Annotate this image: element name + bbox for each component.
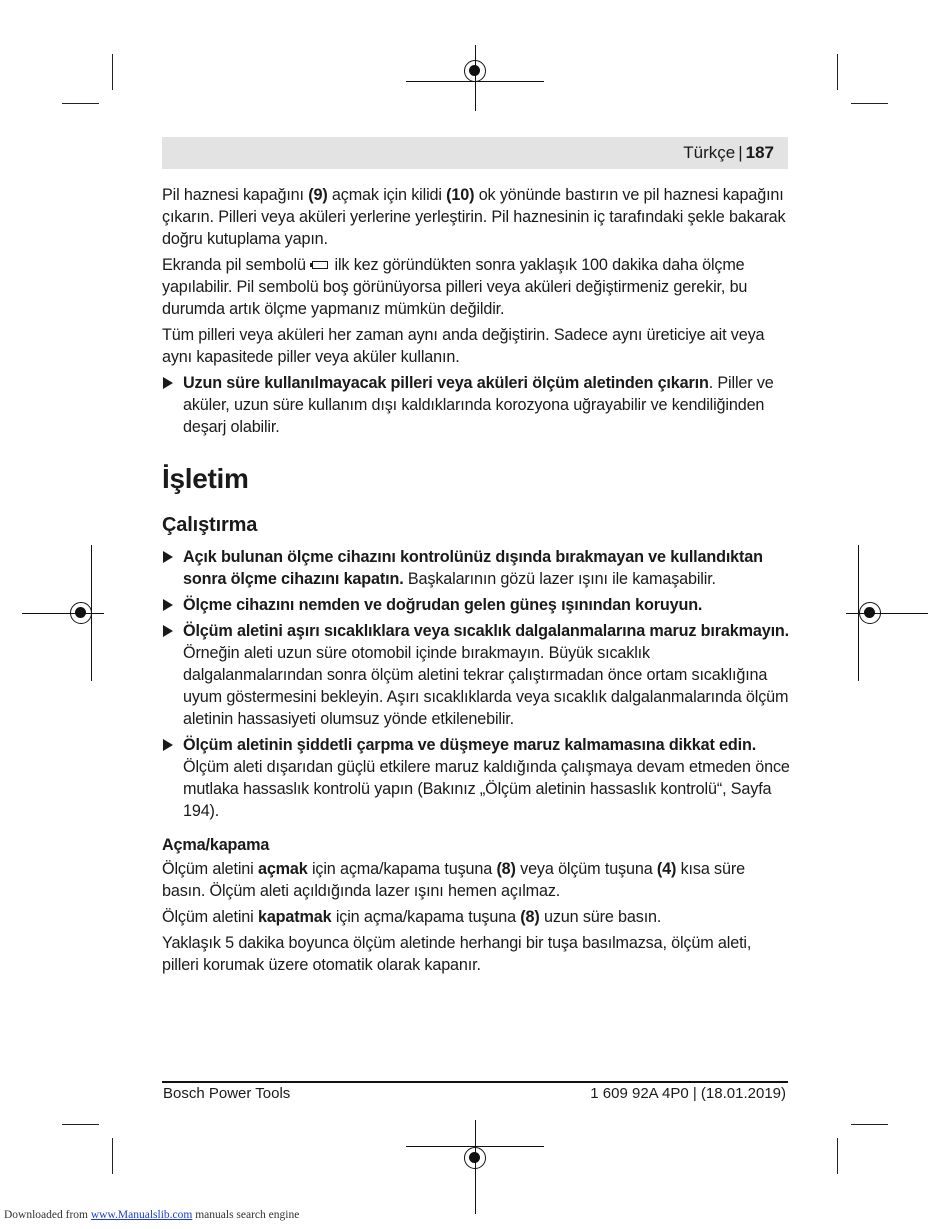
triangle-bullet-icon xyxy=(163,625,173,637)
warning-bullet xyxy=(162,372,792,438)
text: veya ölçüm tuşuna xyxy=(515,860,657,878)
subsection-title: Çalıştırma xyxy=(162,514,258,536)
text: ok yönünde bastırın ve pil haznesi kapağını çıkarın. Pilleri veya aküleri yerlerine yerleştirin. Pil haznesinin iç tarafındaki şekle bakarak doğru kutuplama yapın. xyxy=(162,186,786,248)
paragraph-battery-insert xyxy=(162,184,792,250)
warning-bold: Ölçüm aletini aşırı sıcaklıklara veya sıcaklık dalgalanmalarına maruz bırakmayın. xyxy=(183,622,790,640)
text: Ölçüm aletini xyxy=(162,908,258,926)
warning-bold: Ölçme cihazını nemden ve doğrudan gelen güneş ışınından koruyun. xyxy=(183,596,703,614)
text: ilk kez göründükten sonra yaklaşık 100 dakika daha ölçme yapılabilir. Pil sembolü boş görünüyorsa pilleri veya aküleri değiştirmeniz gerekir, bu durumda artık ölçme yapmanız mümkün değildir. xyxy=(162,256,748,318)
text: için açma/kapama tuşuna xyxy=(307,860,497,878)
text: Ekranda pil sembolü xyxy=(162,256,311,274)
warning-bullet xyxy=(162,734,792,822)
ref-number: (10) xyxy=(446,186,475,204)
onoff-title: Açma/kapama xyxy=(162,836,270,854)
header-separator: | xyxy=(738,143,743,162)
download-suffix: manuals search engine xyxy=(192,1209,300,1221)
emphasis: açmak xyxy=(257,860,308,878)
warning-bullet xyxy=(162,620,792,730)
triangle-bullet-icon xyxy=(163,599,173,611)
paragraph-battery-replace: Tüm pilleri veya aküleri her zaman aynı anda değiştirin. Sadece aynı üreticiye ait veya aynı kapasitede piller veya aküler kullanın. xyxy=(162,326,765,366)
ref-number: (8) xyxy=(496,860,516,878)
warning-bold: Uzun süre kullanılmayacak pilleri veya aküleri ölçüm aletinden çıkarın xyxy=(183,374,709,392)
text: Ölçüm aletini xyxy=(162,860,258,878)
ref-number: (8) xyxy=(520,908,540,926)
paragraph-battery-symbol xyxy=(162,254,792,320)
warning-text: Ölçüm aleti dışarıdan güçlü etkilere maruz kaldığında çalışmaya devam etmeden önce mutlaka hassaslık kontrolü yapın (Bakınız „Ölçüm aletinin hassaslık kontrolü“, Sayfa 194). xyxy=(183,758,790,820)
header-text xyxy=(683,143,774,163)
text: açmak için kilidi xyxy=(327,186,447,204)
ref-number: (4) xyxy=(656,860,677,878)
emphasis: kapatmak xyxy=(257,908,332,926)
warning-bold: Ölçüm aletinin şiddetli çarpma ve düşmeye maruz kalmamasına dikkat edin. xyxy=(183,736,757,754)
footer-doc-number: 1 609 92A 4P0 | (18.01.2019) xyxy=(590,1085,786,1102)
download-prefix: Downloaded from xyxy=(4,1209,91,1221)
paragraph-switch-off xyxy=(162,906,792,928)
page-content xyxy=(162,184,792,980)
paragraph-switch-on xyxy=(162,858,792,902)
section-title: İşletim xyxy=(162,463,249,494)
text: Pil haznesi kapağını xyxy=(162,186,309,204)
text: için açma/kapama tuşuna xyxy=(331,908,521,926)
page-header xyxy=(162,137,788,169)
paragraph-auto-off: Yaklaşık 5 dakika boyunca ölçüm aletinde herhangi bir tuşa basılmazsa, ölçüm aleti, pilleri korumak üzere otomatik olarak kapanır. xyxy=(162,934,752,974)
text: kısa süre basın. Ölçüm aleti açıldığında lazer ışını hemen açılmaz. xyxy=(162,860,745,900)
triangle-bullet-icon xyxy=(163,377,173,389)
warning-bullet xyxy=(162,594,792,616)
footer-brand: Bosch Power Tools xyxy=(163,1085,291,1102)
text: uzun süre basın. xyxy=(539,908,662,926)
battery-icon xyxy=(312,261,328,269)
manualslib-link[interactable]: www.Manualslib.com xyxy=(90,1209,193,1221)
header-language: Türkçe xyxy=(683,143,736,162)
warning-text: . Piller ve aküler, uzun süre kullanım dışı kaldıklarında korozyona uğrayabilir ve kendiliğinden deşarj olabilir. xyxy=(183,374,774,436)
download-notice xyxy=(4,1209,299,1221)
warning-bold: Açık bulunan ölçme cihazını kontrolünüz dışında bırakmayan ve kullandıktan sonra ölçme cihazını kapatın. xyxy=(183,548,763,588)
triangle-bullet-icon xyxy=(163,551,173,563)
warning-text: Başkalarının gözü lazer ışını ile kamaşabilir. xyxy=(403,570,716,588)
triangle-bullet-icon xyxy=(163,739,173,751)
ref-number: (9) xyxy=(308,186,328,204)
warning-text: Örneğin aleti uzun süre otomobil içinde bırakmayın. Büyük sıcaklık dalgalanmalarından sonra ölçüm aletini tekrar çalıştırmadan önce ortam sıcaklığına uyum göstermesini bekleyin. Aşırı sıcaklıklarda veya sıcaklık dalgalanmalarında ölçüm aletinin hassasiyeti olumsuz yönde etkilenebilir. xyxy=(183,644,789,728)
warning-bullet xyxy=(162,546,792,590)
footer-divider xyxy=(162,1081,788,1083)
page-number: 187 xyxy=(745,143,774,162)
